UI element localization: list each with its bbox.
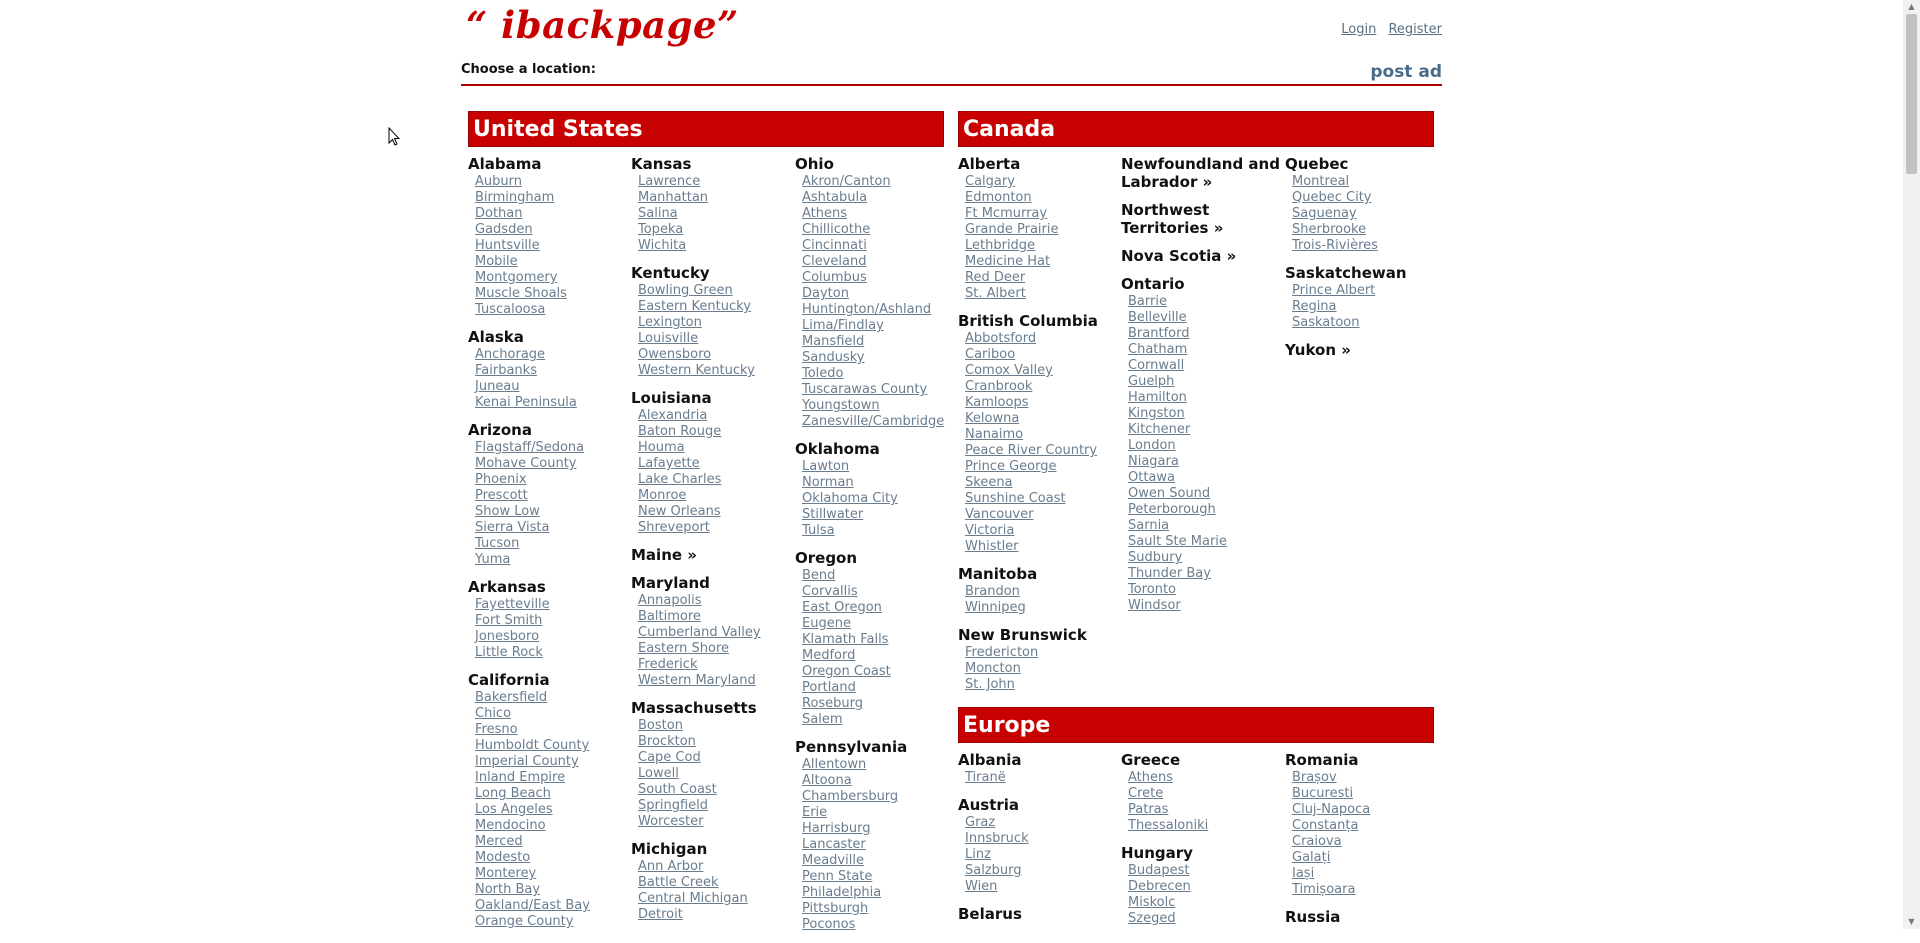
state-heading-quebec: Quebec xyxy=(1285,155,1349,173)
state-heading-michigan: Michigan xyxy=(631,840,708,858)
europe-column-3 xyxy=(1285,751,1445,936)
city-link[interactable]: Salzburg xyxy=(965,863,1022,878)
state-heading-oklahoma: Oklahoma xyxy=(795,440,880,458)
city-link[interactable]: Barrie xyxy=(1128,294,1167,309)
state-heading-saskatchewan: Saskatchewan xyxy=(1285,264,1407,282)
state-heading-russia: Russia xyxy=(1285,908,1341,926)
city-link[interactable]: Innsbruck xyxy=(965,831,1029,846)
city-link[interactable]: Central Michigan xyxy=(638,891,748,906)
city-link[interactable]: Toledo xyxy=(802,366,844,381)
city-link[interactable]: London xyxy=(1128,438,1176,453)
location-group xyxy=(958,796,1118,895)
city-link[interactable]: Frederick xyxy=(638,657,698,672)
city-link[interactable]: Cluj-Napoca xyxy=(1292,802,1371,817)
city-link[interactable]: Owen Sound xyxy=(1128,486,1211,501)
city-link[interactable]: Budapest xyxy=(1128,863,1190,878)
city-link[interactable]: Brandon xyxy=(965,584,1020,599)
state-heading-albania: Albania xyxy=(958,751,1022,769)
city-link[interactable]: Phoenix xyxy=(475,472,527,487)
city-link[interactable]: Muscle Shoals xyxy=(475,286,567,301)
state-heading-arkansas: Arkansas xyxy=(468,578,546,596)
state-heading-alberta: Alberta xyxy=(958,155,1021,173)
city-link[interactable]: Harrisburg xyxy=(802,821,871,836)
city-link[interactable]: Cariboo xyxy=(965,347,1016,362)
city-link[interactable]: Birmingham xyxy=(475,190,555,205)
city-link[interactable]: South Coast xyxy=(638,782,717,797)
city-link[interactable]: Prince Albert xyxy=(1292,283,1376,298)
location-group xyxy=(468,421,628,568)
city-link[interactable]: Penn State xyxy=(802,869,873,884)
city-link[interactable]: Montreal xyxy=(1292,174,1350,189)
city-link[interactable]: Tiranë xyxy=(965,770,1006,785)
city-link[interactable]: Western Kentucky xyxy=(638,363,755,378)
city-link[interactable]: Tulsa xyxy=(802,523,835,538)
city-link[interactable]: Ft Mcmurray xyxy=(965,206,1048,221)
city-link[interactable]: Salem xyxy=(802,712,843,727)
scrollbar-thumb[interactable] xyxy=(1906,14,1917,174)
city-link[interactable]: Baton Rouge xyxy=(638,424,722,439)
city-link[interactable]: Whistler xyxy=(965,539,1019,554)
city-link[interactable]: Oregon Coast xyxy=(802,664,891,679)
city-link[interactable]: Roseburg xyxy=(802,696,864,711)
city-link[interactable]: Baltimore xyxy=(638,609,701,624)
city-link[interactable]: Skeena xyxy=(965,475,1013,490)
city-link[interactable]: Zanesville/Cambridge xyxy=(802,414,945,429)
state-heading-arizona: Arizona xyxy=(468,421,532,439)
location-group xyxy=(958,905,1118,923)
city-link[interactable]: Quebec City xyxy=(1292,190,1372,205)
state-heading-romania: Romania xyxy=(1285,751,1359,769)
header-divider xyxy=(461,84,1442,86)
state-heading-greece: Greece xyxy=(1121,751,1181,769)
city-link[interactable]: Philadelphia xyxy=(802,885,882,900)
location-group xyxy=(631,840,791,923)
city-link[interactable]: Ashtabula xyxy=(802,190,868,205)
europe-column-1 xyxy=(958,751,1118,933)
city-link[interactable]: Cape Cod xyxy=(638,750,701,765)
city-link[interactable]: Niagara xyxy=(1128,454,1179,469)
city-link[interactable]: Lawrence xyxy=(638,174,701,189)
city-link[interactable]: Brockton xyxy=(638,734,696,749)
city-link[interactable]: Medford xyxy=(802,648,856,663)
city-link[interactable]: Klamath Falls xyxy=(802,632,889,647)
register-link[interactable]: Register xyxy=(1388,22,1442,37)
city-link[interactable]: Lafayette xyxy=(638,456,700,471)
city-link[interactable]: North Bay xyxy=(475,882,541,897)
city-link[interactable]: Eugene xyxy=(802,616,851,631)
city-link[interactable]: Corvallis xyxy=(802,584,858,599)
location-group xyxy=(1121,155,1281,191)
city-link[interactable]: Western Maryland xyxy=(638,673,756,688)
location-group xyxy=(795,549,955,728)
city-link[interactable]: Cleveland xyxy=(802,254,867,269)
state-heading-new-brunswick: New Brunswick xyxy=(958,626,1087,644)
city-link[interactable]: Modesto xyxy=(475,850,531,865)
city-link[interactable]: Ann Arbor xyxy=(638,859,704,874)
location-group xyxy=(1121,751,1281,834)
city-link[interactable]: Bakersfield xyxy=(475,690,548,705)
city-link[interactable]: Athens xyxy=(802,206,848,221)
city-link[interactable]: Alexandria xyxy=(638,408,708,423)
city-link[interactable]: Edmonton xyxy=(965,190,1032,205)
state-heading-british-columbia: British Columbia xyxy=(958,312,1098,330)
city-link[interactable]: Wichita xyxy=(638,238,687,253)
city-link[interactable]: Galați xyxy=(1292,850,1331,865)
city-link[interactable]: Annapolis xyxy=(638,593,702,608)
city-link[interactable]: Kingston xyxy=(1128,406,1185,421)
city-link[interactable]: Dayton xyxy=(802,286,849,301)
city-link[interactable]: Saskatoon xyxy=(1292,315,1360,330)
location-group xyxy=(1121,247,1281,265)
city-link[interactable]: St. Albert xyxy=(965,286,1026,301)
location-group xyxy=(1285,264,1445,331)
city-link[interactable]: Kelowna xyxy=(965,411,1020,426)
city-link[interactable]: Prescott xyxy=(475,488,528,503)
city-link[interactable]: Mobile xyxy=(475,254,518,269)
city-link[interactable]: Kitchener xyxy=(1128,422,1191,437)
city-link[interactable]: Bend xyxy=(802,568,836,583)
location-group xyxy=(1285,908,1445,926)
city-link[interactable]: Peterborough xyxy=(1128,502,1216,517)
city-link[interactable]: Fresno xyxy=(475,722,518,737)
canada-column-2 xyxy=(1121,155,1281,624)
location-group xyxy=(1285,155,1445,254)
us-column-1 xyxy=(468,155,628,940)
city-link[interactable]: Topeka xyxy=(638,222,684,237)
canada-column-1 xyxy=(958,155,1118,703)
europe-column-2 xyxy=(1121,751,1281,937)
canada-column-3 xyxy=(1285,155,1445,369)
city-link[interactable]: Springfield xyxy=(638,798,709,813)
city-link[interactable]: Vancouver xyxy=(965,507,1034,522)
city-link[interactable]: Fort Smith xyxy=(475,613,543,628)
city-link[interactable]: Auburn xyxy=(475,174,522,189)
city-link[interactable]: Montgomery xyxy=(475,270,558,285)
state-heading-ontario: Ontario xyxy=(1121,275,1185,293)
city-link[interactable]: Chatham xyxy=(1128,342,1188,357)
city-link[interactable]: Nanaimo xyxy=(965,427,1024,442)
city-link[interactable]: St. John xyxy=(965,677,1015,692)
city-link[interactable]: Cornwall xyxy=(1128,358,1185,373)
city-link[interactable]: Fairbanks xyxy=(475,363,537,378)
scroll-up-icon[interactable]: ▲ xyxy=(1908,2,1915,11)
city-link[interactable]: Chambersburg xyxy=(802,789,899,804)
city-link[interactable]: Fayetteville xyxy=(475,597,550,612)
city-link[interactable]: Comox Valley xyxy=(965,363,1053,378)
state-heading-belarus: Belarus xyxy=(958,905,1022,923)
state-heading-pennsylvania: Pennsylvania xyxy=(795,738,908,756)
location-group xyxy=(468,155,628,318)
city-link[interactable]: Wien xyxy=(965,879,998,894)
region-header-canada: Canada xyxy=(958,111,1434,147)
city-link[interactable]: Little Rock xyxy=(475,645,543,660)
city-link[interactable]: Graz xyxy=(965,815,996,830)
vertical-scrollbar[interactable] xyxy=(1903,0,1920,929)
city-link[interactable]: Tuscarawas County xyxy=(802,382,928,397)
city-link[interactable]: Brașov xyxy=(1292,770,1337,785)
city-link[interactable]: Toronto xyxy=(1128,582,1176,597)
city-link[interactable]: Sudbury xyxy=(1128,550,1183,565)
city-link[interactable]: Long Beach xyxy=(475,786,551,801)
city-link[interactable]: Lancaster xyxy=(802,837,866,852)
city-link[interactable]: Louisville xyxy=(638,331,699,346)
city-link[interactable]: Guelph xyxy=(1128,374,1175,389)
city-link[interactable]: Athens xyxy=(1128,770,1174,785)
location-group xyxy=(631,155,791,254)
city-link[interactable]: Bowling Green xyxy=(638,283,733,298)
city-link[interactable]: New Orleans xyxy=(638,504,721,519)
city-link[interactable]: Lowell xyxy=(638,766,679,781)
city-link[interactable]: Bucuresti xyxy=(1292,786,1354,801)
city-link[interactable]: Sarnia xyxy=(1128,518,1170,533)
city-link[interactable]: Grande Prairie xyxy=(965,222,1059,237)
city-link[interactable]: Sierra Vista xyxy=(475,520,550,535)
location-group xyxy=(631,546,791,564)
city-link[interactable]: Linz xyxy=(965,847,991,862)
city-link[interactable]: Orange County xyxy=(475,914,574,929)
city-link[interactable]: Manhattan xyxy=(638,190,709,205)
city-link[interactable]: Detroit xyxy=(638,907,683,922)
city-link[interactable]: Cranbrook xyxy=(965,379,1033,394)
city-link[interactable]: Allentown xyxy=(802,757,867,772)
city-link[interactable]: Sault Ste Marie xyxy=(1128,534,1227,549)
city-link[interactable]: Abbotsford xyxy=(965,331,1037,346)
location-group xyxy=(958,312,1118,555)
state-heading-austria: Austria xyxy=(958,796,1020,814)
city-link[interactable]: Shreveport xyxy=(638,520,710,535)
city-link[interactable]: Anchorage xyxy=(475,347,546,362)
state-heading-nova-scotia[interactable]: Nova Scotia » xyxy=(1121,247,1237,265)
city-link[interactable]: Mohave County xyxy=(475,456,577,471)
city-link[interactable]: Craiova xyxy=(1292,834,1342,849)
location-group xyxy=(1285,751,1445,898)
mouse-cursor-icon xyxy=(388,127,400,147)
location-group xyxy=(795,155,955,430)
scroll-down-icon[interactable]: ▼ xyxy=(1908,917,1915,926)
city-link[interactable]: Tuscaloosa xyxy=(475,302,546,317)
us-column-3 xyxy=(795,155,955,943)
city-link[interactable]: Iași xyxy=(1292,866,1315,881)
region-header-europe: Europe xyxy=(958,707,1434,743)
city-link[interactable]: Lake Charles xyxy=(638,472,722,487)
state-heading-newfoundland-and-labrador[interactable]: Newfoundland and Labrador » xyxy=(1121,155,1280,191)
city-link[interactable]: Monterey xyxy=(475,866,537,881)
city-link[interactable]: Oakland/East Bay xyxy=(475,898,590,913)
city-link[interactable]: Timișoara xyxy=(1292,882,1356,897)
state-heading-maine[interactable]: Maine » xyxy=(631,546,697,564)
city-link[interactable]: Tucson xyxy=(475,536,520,551)
city-link[interactable]: Cumberland Valley xyxy=(638,625,761,640)
city-link[interactable]: Calgary xyxy=(965,174,1015,189)
city-link[interactable]: Medicine Hat xyxy=(965,254,1051,269)
site-logo[interactable]: “ ibackpage” xyxy=(466,3,739,47)
city-link[interactable]: Boston xyxy=(638,718,683,733)
city-link[interactable]: Chillicothe xyxy=(802,222,871,237)
city-link[interactable]: Meadville xyxy=(802,853,864,868)
state-heading-ohio: Ohio xyxy=(795,155,834,173)
city-link[interactable]: Thessaloniki xyxy=(1128,818,1209,833)
city-link[interactable]: Victoria xyxy=(965,523,1015,538)
location-group xyxy=(958,751,1118,786)
city-link[interactable]: Erie xyxy=(802,805,828,820)
city-link[interactable]: Kamloops xyxy=(965,395,1029,410)
city-link[interactable]: Mendocino xyxy=(475,818,546,833)
choose-location-label: Choose a location: xyxy=(461,62,596,77)
city-link[interactable]: Kenai Peninsula xyxy=(475,395,577,410)
city-link[interactable]: Lima/Findlay xyxy=(802,318,884,333)
location-group xyxy=(468,328,628,411)
location-group xyxy=(958,565,1118,616)
location-group xyxy=(795,738,955,933)
city-link[interactable]: Chico xyxy=(475,706,512,721)
city-link[interactable]: Belleville xyxy=(1128,310,1187,325)
city-link[interactable]: Fredericton xyxy=(965,645,1039,660)
auth-links xyxy=(1333,22,1442,37)
city-link[interactable]: Eastern Kentucky xyxy=(638,299,751,314)
state-heading-maryland: Maryland xyxy=(631,574,710,592)
location-group xyxy=(1285,341,1445,359)
city-link[interactable]: Peace River Country xyxy=(965,443,1098,458)
city-link[interactable]: Sherbrooke xyxy=(1292,222,1367,237)
login-link[interactable]: Login xyxy=(1341,22,1377,37)
city-link[interactable]: Szeged xyxy=(1128,911,1176,926)
us-column-2 xyxy=(631,155,791,933)
state-heading-kentucky: Kentucky xyxy=(631,264,710,282)
city-link[interactable]: Monroe xyxy=(638,488,687,503)
city-link[interactable]: Hamilton xyxy=(1128,390,1187,405)
city-link[interactable]: Yuma xyxy=(475,552,511,567)
post-ad-link[interactable]: post ad xyxy=(1370,62,1442,82)
city-link[interactable]: Battle Creek xyxy=(638,875,719,890)
city-link[interactable]: Crete xyxy=(1128,786,1164,801)
city-link[interactable]: Huntsville xyxy=(475,238,540,253)
city-link[interactable]: Lethbridge xyxy=(965,238,1036,253)
location-group xyxy=(631,389,791,536)
city-link[interactable]: Sandusky xyxy=(802,350,865,365)
location-group xyxy=(631,574,791,689)
state-heading-louisiana: Louisiana xyxy=(631,389,712,407)
city-link[interactable]: Gadsden xyxy=(475,222,533,237)
city-link[interactable]: Cincinnati xyxy=(802,238,867,253)
region-header-united-states: United States xyxy=(468,111,944,147)
city-link[interactable]: Dothan xyxy=(475,206,523,221)
location-group xyxy=(468,578,628,661)
city-link[interactable]: Miskolc xyxy=(1128,895,1176,910)
city-link[interactable]: Columbus xyxy=(802,270,867,285)
location-group xyxy=(1121,844,1281,927)
city-link[interactable]: East Oregon xyxy=(802,600,882,615)
location-group xyxy=(1121,201,1281,237)
city-link[interactable]: Flagstaff/Sedona xyxy=(475,440,585,455)
location-group xyxy=(795,440,955,539)
city-link[interactable]: Regina xyxy=(1292,299,1337,314)
city-link[interactable]: Humboldt County xyxy=(475,738,590,753)
city-link[interactable]: Constanța xyxy=(1292,818,1359,833)
city-link[interactable]: Altoona xyxy=(802,773,852,788)
city-link[interactable]: Oklahoma City xyxy=(802,491,898,506)
city-link[interactable]: Lexington xyxy=(638,315,702,330)
city-link[interactable]: Winnipeg xyxy=(965,600,1026,615)
city-link[interactable]: Ottawa xyxy=(1128,470,1175,485)
city-link[interactable]: Huntington/Ashland xyxy=(802,302,932,317)
city-link[interactable]: Debrecen xyxy=(1128,879,1191,894)
city-link[interactable]: Imperial County xyxy=(475,754,579,769)
city-link[interactable]: Owensboro xyxy=(638,347,712,362)
city-link[interactable]: Moncton xyxy=(965,661,1021,676)
city-link[interactable]: Red Deer xyxy=(965,270,1026,285)
city-link[interactable]: Trois-Rivières xyxy=(1292,238,1378,253)
state-heading-manitoba: Manitoba xyxy=(958,565,1038,583)
city-link[interactable]: Inland Empire xyxy=(475,770,566,785)
city-link[interactable]: Norman xyxy=(802,475,854,490)
state-heading-oregon: Oregon xyxy=(795,549,858,567)
location-group xyxy=(1121,275,1281,614)
city-link[interactable]: Windsor xyxy=(1128,598,1181,613)
city-link[interactable]: Salina xyxy=(638,206,678,221)
state-heading-northwest-territories[interactable]: Northwest Territories » xyxy=(1121,201,1224,237)
city-link[interactable]: Los Angeles xyxy=(475,802,553,817)
city-link[interactable]: Merced xyxy=(475,834,523,849)
location-group xyxy=(958,626,1118,693)
city-link[interactable]: Lawton xyxy=(802,459,850,474)
city-link[interactable]: Youngstown xyxy=(802,398,880,413)
state-heading-alaska: Alaska xyxy=(468,328,524,346)
city-link[interactable]: Show Low xyxy=(475,504,540,519)
state-heading-california: California xyxy=(468,671,550,689)
state-heading-hungary: Hungary xyxy=(1121,844,1193,862)
city-link[interactable]: Mansfield xyxy=(802,334,865,349)
city-link[interactable]: Stillwater xyxy=(802,507,864,522)
city-link[interactable]: Houma xyxy=(638,440,685,455)
state-heading-yukon[interactable]: Yukon » xyxy=(1285,341,1351,359)
city-link[interactable]: Thunder Bay xyxy=(1128,566,1211,581)
city-link[interactable]: Patras xyxy=(1128,802,1169,817)
state-heading-alabama: Alabama xyxy=(468,155,542,173)
city-link[interactable]: Portland xyxy=(802,680,856,695)
city-link[interactable]: Brantford xyxy=(1128,326,1190,341)
state-heading-kansas: Kansas xyxy=(631,155,692,173)
city-link[interactable]: Akron/Canton xyxy=(802,174,891,189)
city-link[interactable]: Worcester xyxy=(638,814,704,829)
city-link[interactable]: Saguenay xyxy=(1292,206,1357,221)
city-link[interactable]: Juneau xyxy=(475,379,520,394)
location-group xyxy=(958,155,1118,302)
city-link[interactable]: Jonesboro xyxy=(475,629,540,644)
location-group xyxy=(631,264,791,379)
city-link[interactable]: Sunshine Coast xyxy=(965,491,1066,506)
city-link[interactable]: Prince George xyxy=(965,459,1057,474)
state-heading-massachusetts: Massachusetts xyxy=(631,699,757,717)
city-link[interactable]: Poconos xyxy=(802,917,856,932)
location-group xyxy=(468,671,628,930)
location-group xyxy=(631,699,791,830)
city-link[interactable]: Pittsburgh xyxy=(802,901,869,916)
city-link[interactable]: Eastern Shore xyxy=(638,641,730,656)
